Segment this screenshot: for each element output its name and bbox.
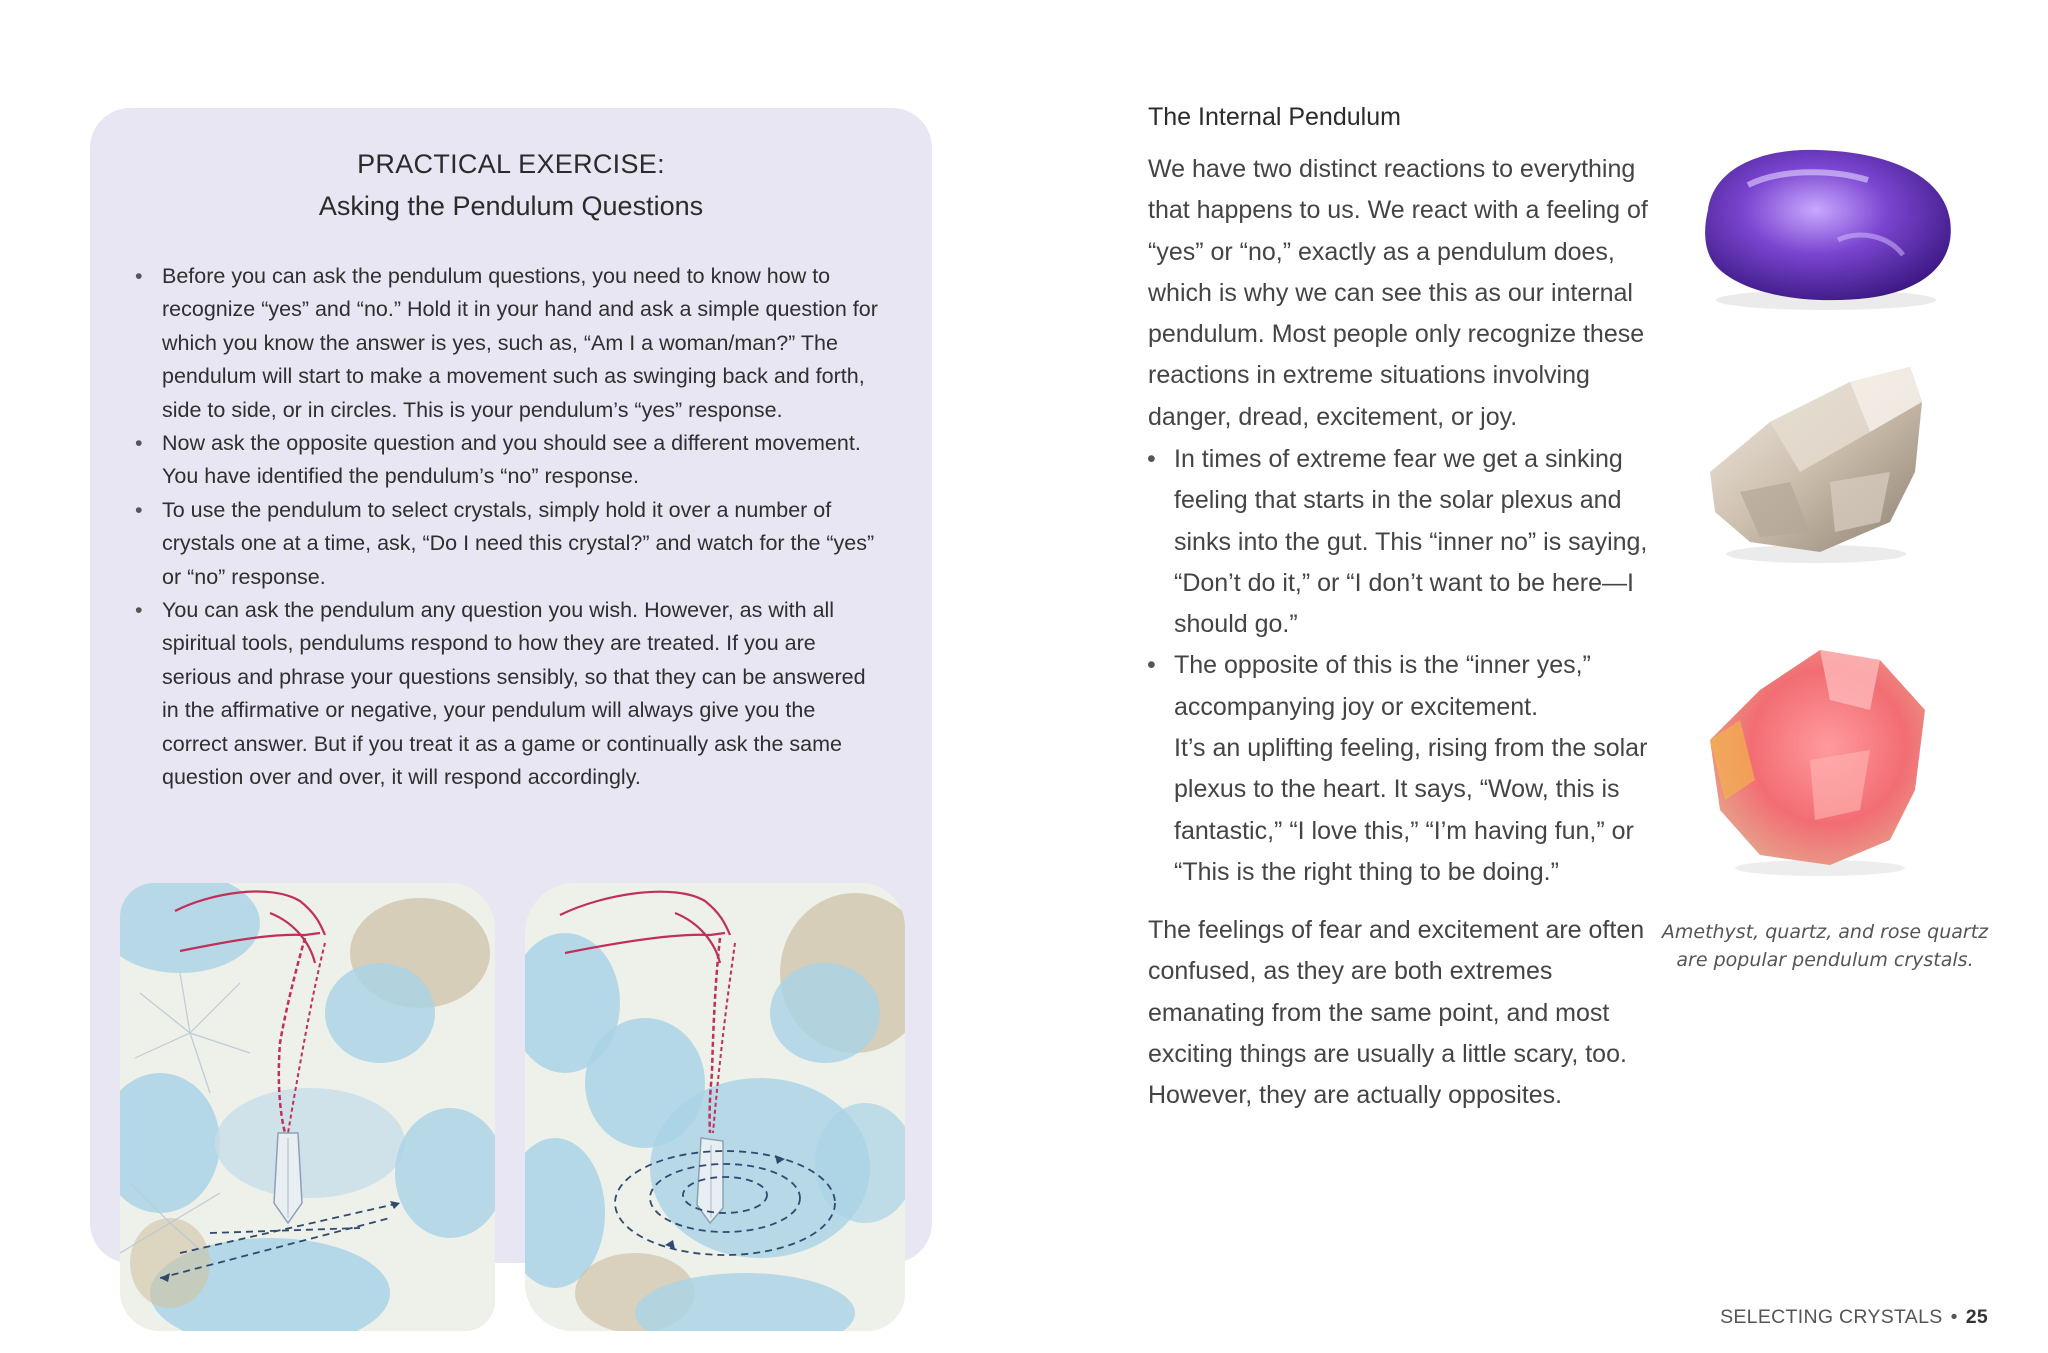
reaction-item-continued: It’s an uplifting feeling, rising from the solar plexus to the heart. It says, “Wow, this is fantastic,” “I love this,” “I’m having fun,” or “This is the right thing to be doing.” [1174,734,1648,886]
page-footer [1720,1306,1988,1329]
footer-section-title: SELECTING CRYSTALS [1720,1306,1943,1328]
reaction-item-inner-yes: • The opposite of this is the “inner yes,” accompanying joy or excitement. [1174,645,1674,728]
exercise-item: • Now ask the opposite question and you should see a different movement. You have identified the pendulum’s “no” response. [162,427,882,494]
reaction-list [1174,439,1674,893]
exercise-title: PRACTICAL EXERCISE: [357,149,665,179]
pendulum-circle-illustration [525,883,905,1331]
intro-paragraph: We have two distinct reactions to everything that happens to us. We react with a feeling of “yes” or “no,” exactly as a pendulum does, which is why we can see this as our internal pendulum. Most people only recognize these reactions in extreme situations involving danger, dread, excitement, or joy. [1148,155,1648,431]
pendulum-circle-art [525,883,905,1331]
section-heading: The Internal Pendulum [1148,103,1401,131]
footer-separator: • [1950,1306,1958,1328]
exercise-subtitle: Asking the Pendulum Questions [318,191,704,221]
exercise-item: • To use the pendulum to select crystals, simply hold it over a number of crystals one at a time, ask, “Do I need this crystal?” and watch for the “yes” or “no” response. [162,494,882,594]
crystals-caption: Amethyst, quartz, and rose quartz are popular pendulum crystals. [1661,921,1989,971]
page-number: 25 [1965,1306,1988,1328]
exercise-item: • Before you can ask the pendulum questions, you need to know how to recognize “yes” and “no.” Hold it in your hand and ask a simple question for which you know the answer is yes, such as, “Am I a woman/man?” The pendulum will start to make a movement such as swinging back and forth, side to side, or in circles. This is your pendulum’s “yes” response. [162,260,882,427]
pendulum-swing-art [120,883,495,1331]
exercise-list [162,260,882,795]
quartz-image [1700,362,1932,567]
amethyst-image [1688,140,1960,315]
closing-paragraph: The feelings of fear and excitement are often confused, as they are both extremes emanating from the same point, and most exciting things are usually a little scary, too. However, they are actually opposites. [1148,916,1645,1110]
exercise-item: • You can ask the pendulum any question you wish. However, as with all spiritual tools, pendulums respond to how they are treated. If you are serious and phrase your questions sensibly, so that they can be answered in the affirmative or negative, your pendulum will always give you the correct answer. But if you treat it as a game or continually ask the same question over and over, it will respond accordingly. [162,594,882,794]
rose-quartz-image [1700,640,1930,880]
pendulum-swing-illustration [120,883,495,1331]
reaction-item-inner-no: • In times of extreme fear we get a sinking feeling that starts in the solar plexus and sinks into the gut. This “inner no” is saying, “Don’t do it,” or “I don’t want to be here—I should go.” [1174,439,1674,645]
